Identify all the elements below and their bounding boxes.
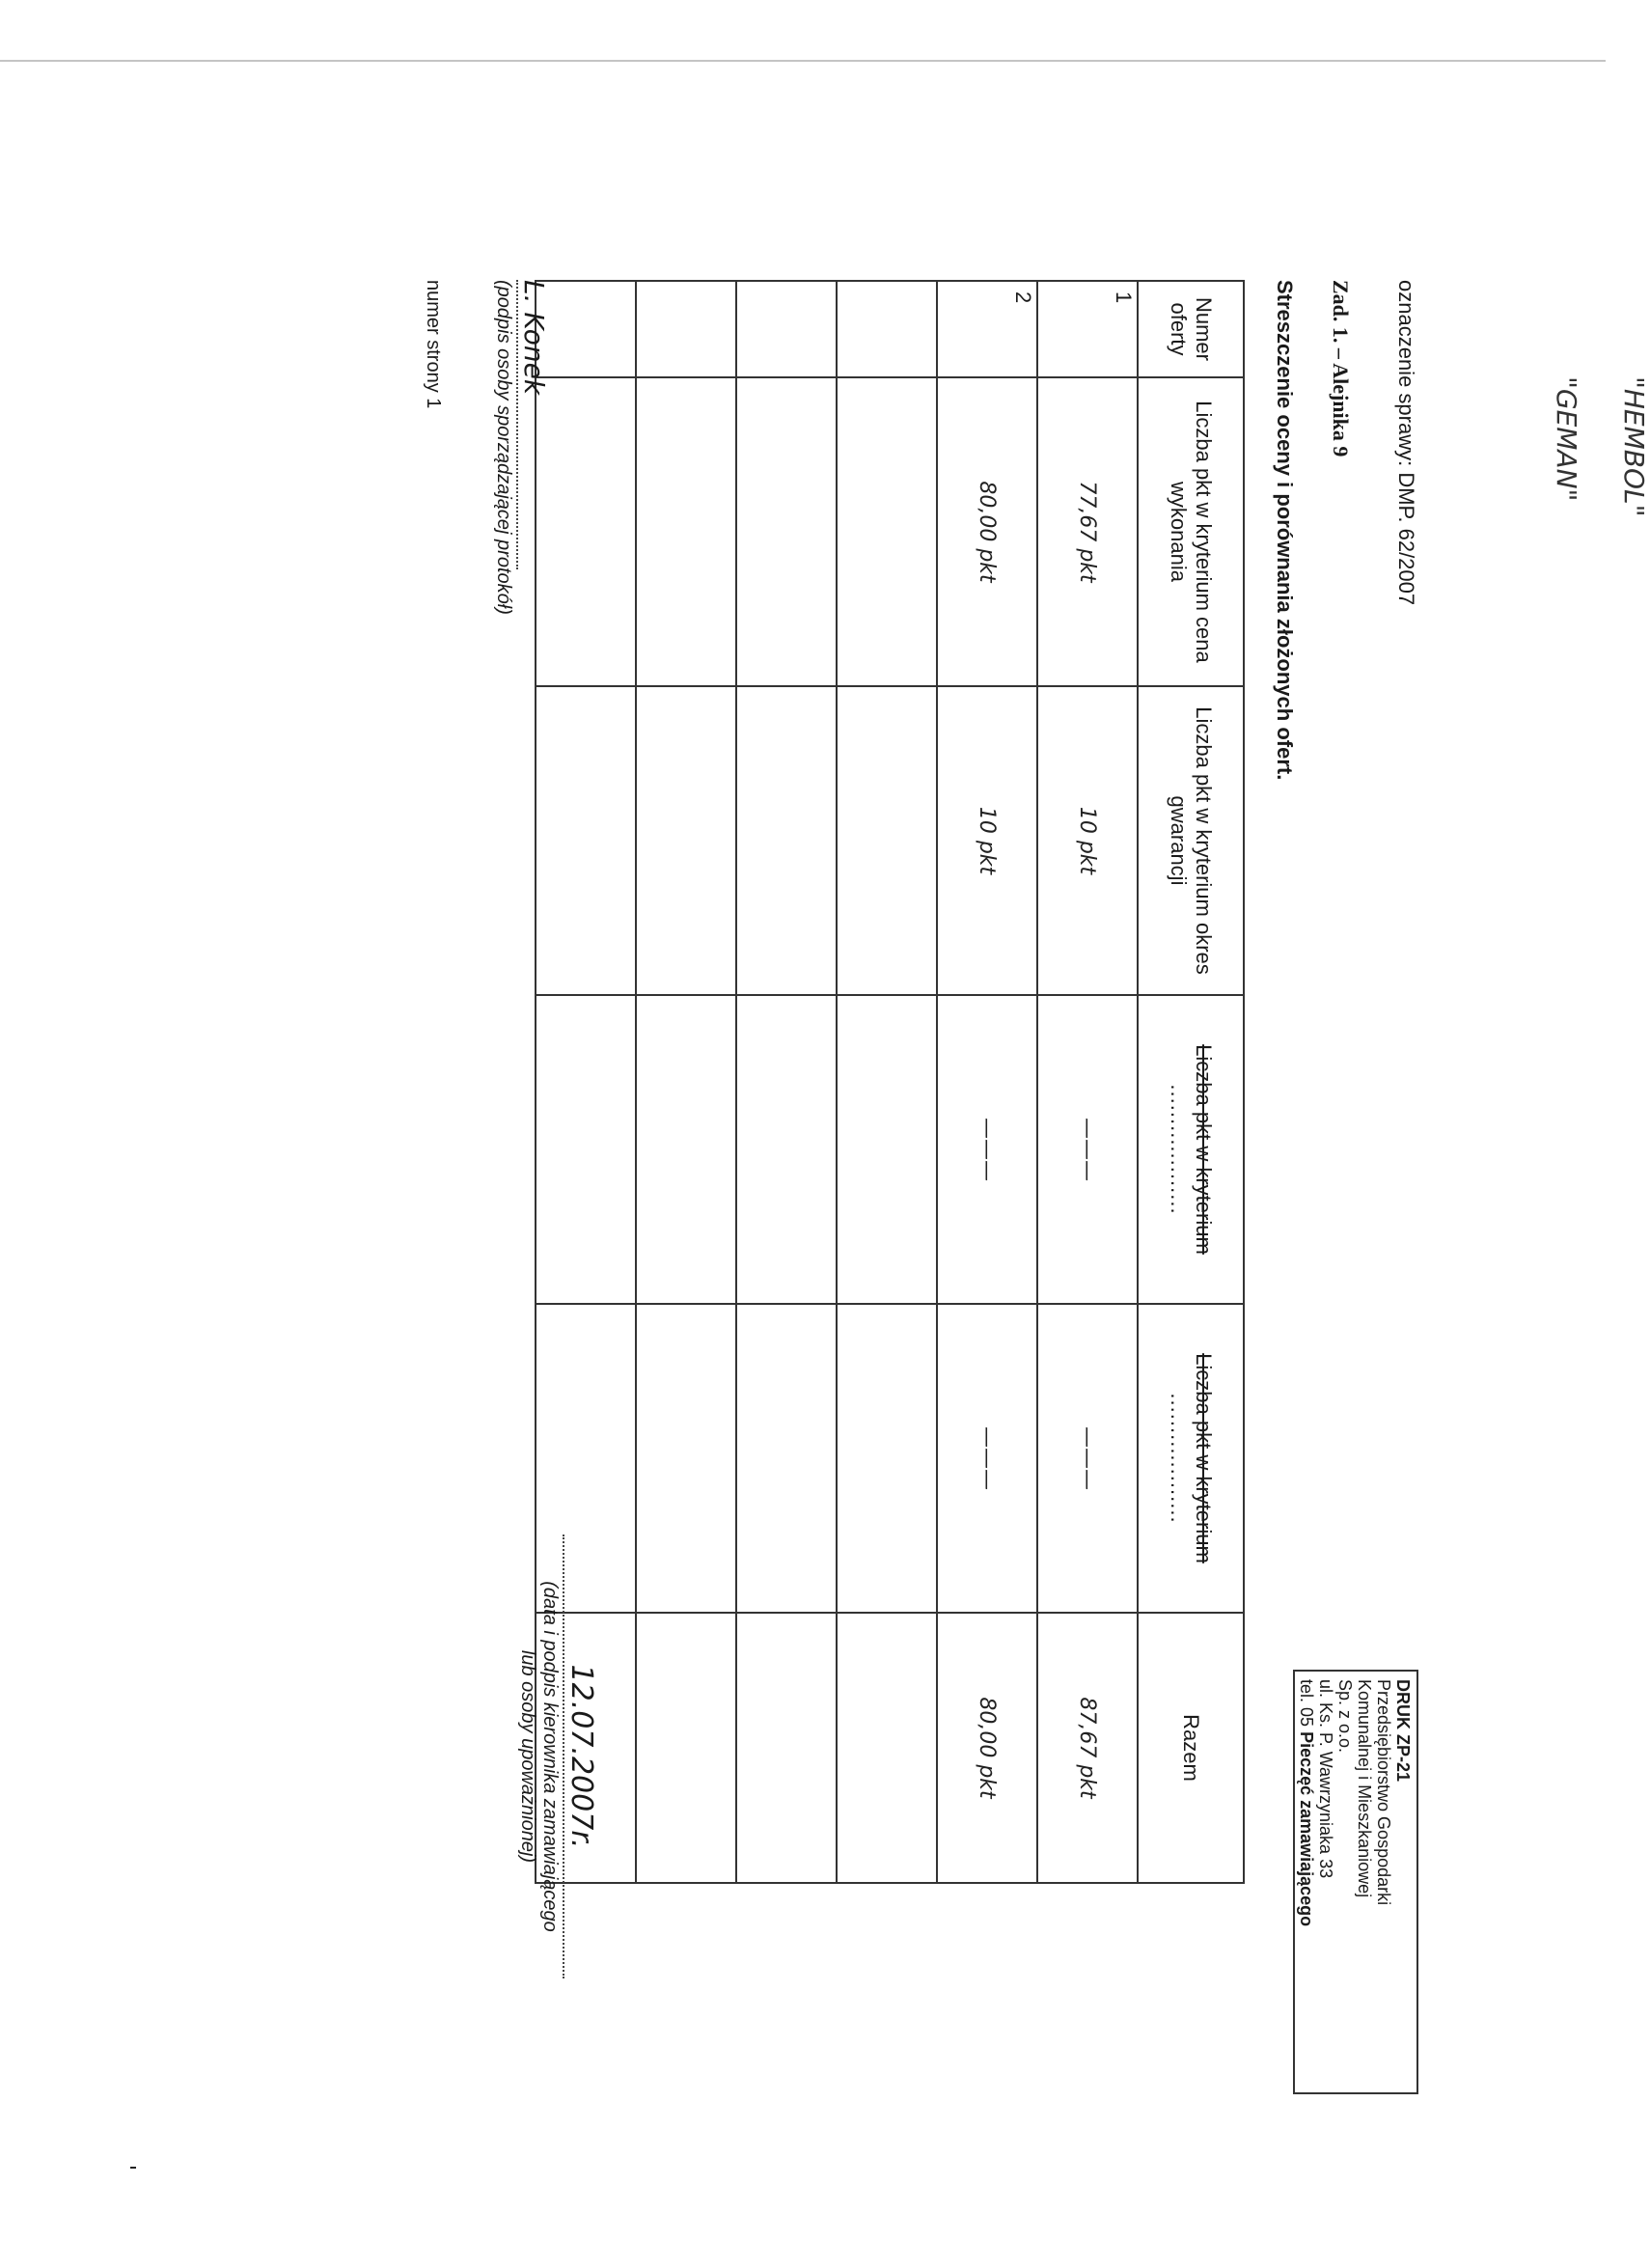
table-row [937,281,1037,1883]
header-warranty-criterion: Liczba pkt w kryterium okres gwarancji [1138,686,1244,995]
case-reference: oznaczenie sprawy: DMP. 62/2007 [1394,280,1418,606]
task-heading: Zad. 1. – Alejnika 9 [1329,280,1353,457]
offer-number: 1 [1037,281,1138,377]
table-row-empty [736,281,837,1883]
preparer-signature-block [492,280,550,615]
page-number: numer strony 1 [423,280,444,409]
price-points: 77,67 pkt [1037,377,1138,686]
scan-edge-line [0,60,1606,62]
form-title: Streszczenie oceny i porównania złożonych ofert. [1273,280,1297,781]
criterion-3-points: ——— [1037,995,1138,1304]
rotated-form-page [299,241,1650,2268]
warranty-points: 10 pkt [937,686,1037,995]
warranty-points: 10 pkt [1037,686,1138,995]
preparer-signature-caption: (podpis osoby sporządzającej protokół) [493,280,514,615]
criterion-4-points: ——— [937,1304,1037,1613]
table-row [1037,281,1138,1883]
header-price-criterion: Liczba pkt w kryterium cena wykonania [1138,377,1244,686]
stamp-line: Sp. z o.o. [1335,1679,1355,1754]
criterion-3-points: ——— [937,995,1037,1304]
header-offer-number: Numer oferty [1138,281,1244,377]
scan-speck [130,2167,136,2169]
company-stamp [1293,1670,1418,2094]
header-total: Razem [1138,1613,1244,1883]
manager-signature-caption-2: lub osoby upoważnionej) [517,1649,538,1864]
header-criterion-4: Liczba pkt w kryterium ................... [1138,1304,1244,1613]
manager-signature-block [516,1535,598,1978]
total-points: 87,67 pkt [1037,1613,1138,1883]
price-points: 80,00 pkt [937,377,1037,686]
stamp-line: Przedsiębiorstwo Gospodarki [1374,1679,1393,1906]
margin-note-1: "HEMBOL" [1618,376,1650,517]
table-row-empty [636,281,736,1883]
form-code: DRUK ZP-21 [1393,1679,1413,1783]
table-header-row [1138,281,1244,1883]
offers-evaluation-table [535,280,1245,1884]
header-criterion-3: Liczba pkt w kryterium ................... [1138,995,1244,1304]
preparer-signature: L. Konek [516,280,550,569]
criterion-4-points: ——— [1037,1304,1138,1613]
signature-date: 12.07.2007r. [563,1535,598,1978]
total-points: 80,00 pkt [937,1613,1037,1883]
margin-note-2: "GEMAN" [1551,376,1582,502]
offer-number: 2 [937,281,1037,377]
table-row-empty [837,281,937,1883]
stamp-line: tel. 05 Pieczęć zamawiającego [1297,1679,1316,1927]
manager-signature-caption: (data i podpis kierownika zamawiającego [539,1581,561,1932]
stamp-line: Komunalnej i Mieszkaniowej [1355,1679,1374,1898]
stamp-line: ul. Ks. P. Wawrzyniaka 33 [1316,1679,1335,1879]
